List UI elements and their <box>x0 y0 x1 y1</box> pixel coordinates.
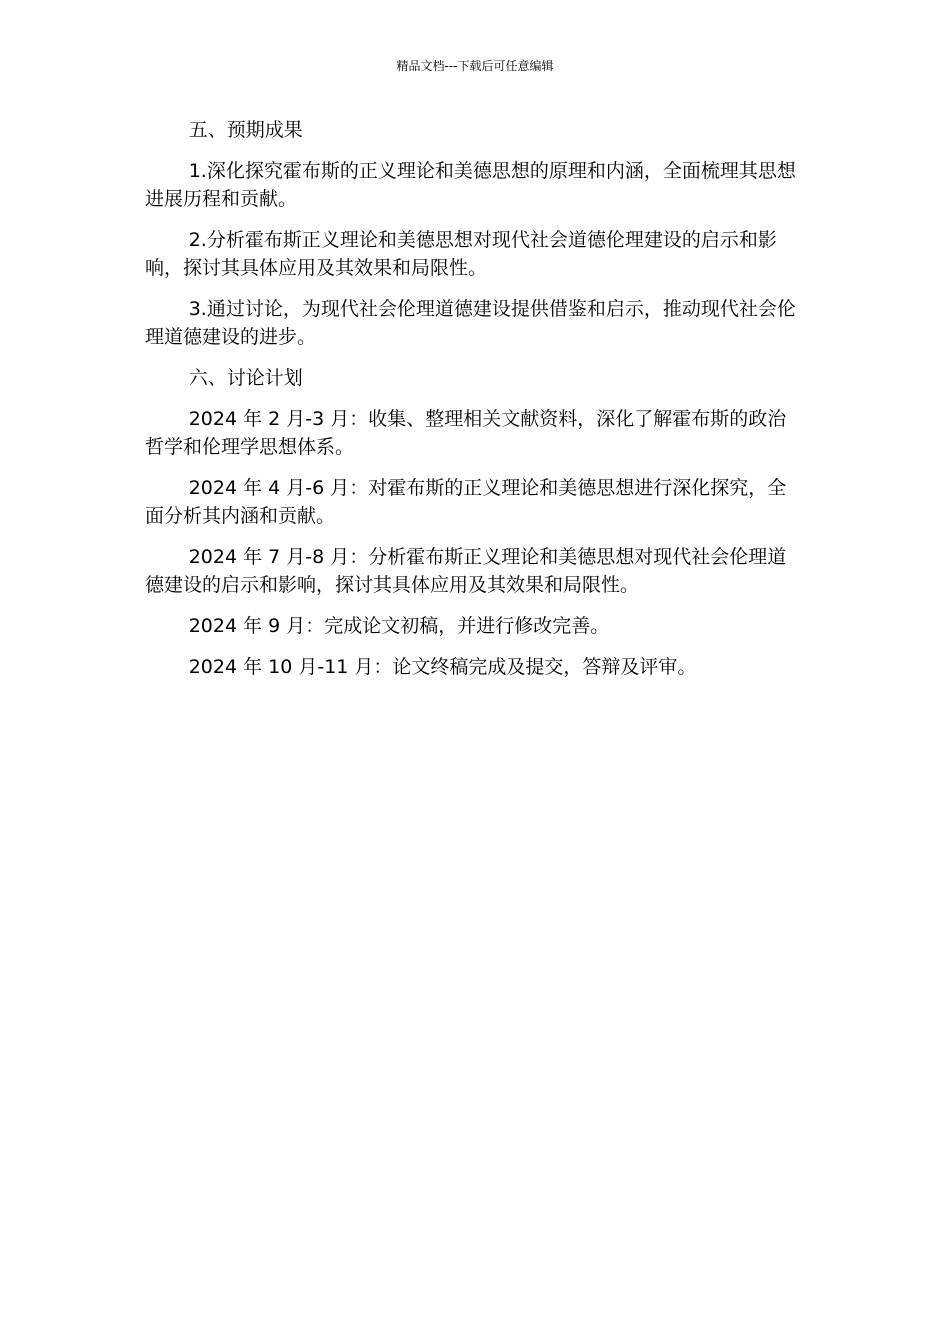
plan-item: 2024 年 9 月：完成论文初稿，并进行修改完善。 <box>188 615 610 637</box>
outcome-item: 3.通过讨论，为现代社会伦理道德建设提供借鉴和启示，推动现代社会伦理道德建设的进步。 <box>145 298 796 348</box>
section-heading-outcomes: 五、预期成果 <box>188 119 303 141</box>
outcome-item: 2.分析霍布斯正义理论和美德思想对现代社会道德伦理建设的启示和影响，探讨其具体应用及其效果和局限性。 <box>145 229 777 279</box>
page-header: 精品文档---下载后可任意编辑 <box>396 59 554 73</box>
plan-item: 2024 年 2 月-3 月：收集、整理相关文献资料，深化了解霍布斯的政治哲学和伦理学思想体系。 <box>145 408 787 458</box>
plan-item: 2024 年 10 月-11 月：论文终稿完成及提交，答辩及评审。 <box>188 656 697 678</box>
document-body <box>145 116 805 694</box>
plan-item: 2024 年 4 月-6 月：对霍布斯的正义理论和美德思想进行深化探究，全面分析其内涵和贡献。 <box>145 477 787 527</box>
section-heading-plan: 六、讨论计划 <box>188 367 303 389</box>
plan-item: 2024 年 7 月-8 月：分析霍布斯正义理论和美德思想对现代社会伦理道德建设的启示和影响，探讨其具体应用及其效果和局限性。 <box>145 546 787 596</box>
outcome-item: 1.深化探究霍布斯的正义理论和美德思想的原理和内涵，全面梳理其思想进展历程和贡献。 <box>145 160 796 210</box>
